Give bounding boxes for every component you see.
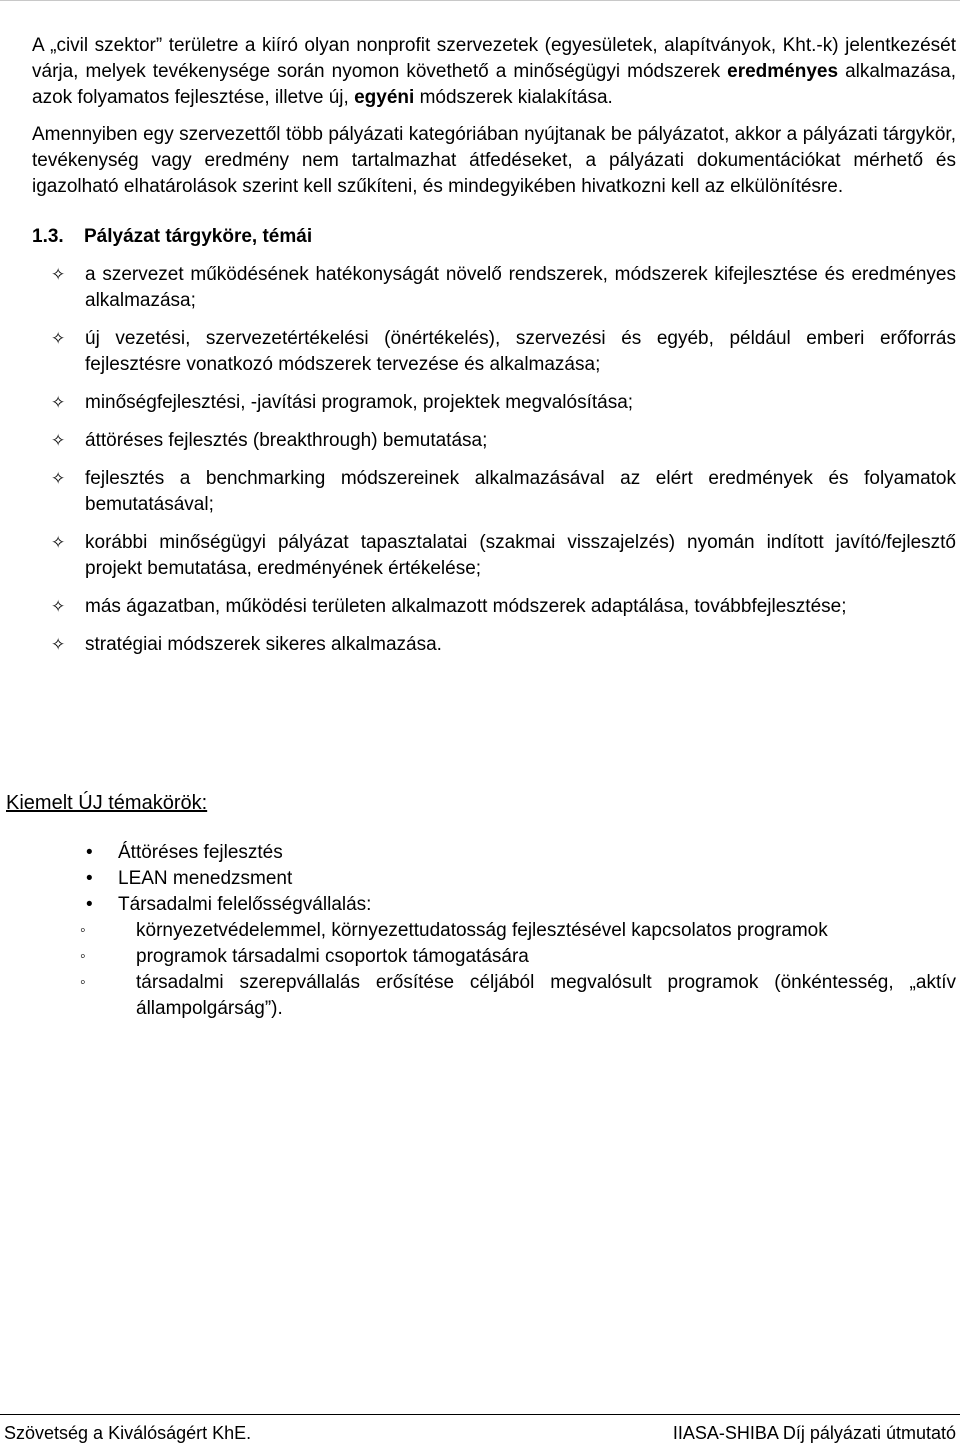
theme-item: [51, 262, 956, 314]
theme-text: stratégiai módszerek sikeres alkalmazása.: [85, 634, 442, 655]
theme-item: [51, 428, 956, 454]
theme-item: [51, 390, 956, 416]
hollow-circle-icon: ◦: [80, 922, 86, 939]
kiemelt-heading: Kiemelt ÚJ témakörök:: [6, 792, 208, 814]
intro-paragraph-2: Amennyiben egy szervezettől több pályázati kategóriában nyújtanak be pályázatot, akkor a pályázati tárgykör, tevékenység vagy eredmény nem tartalmazhat átfedéseket, a pályázati dokumentációkat mérhető és igazolható elhatárolások szerint kell szűkíteni, és mindegyikében hivatkozni kell az elkülönítésre.: [32, 124, 956, 197]
bullet-icon: •: [86, 868, 93, 889]
kiemelt-item-text: Társadalmi felelősségvállalás:: [118, 894, 372, 915]
section-heading: [32, 224, 956, 250]
intro-text-a: A „civil szektor” területre a kiíró olyan nonprofit szervezetek (egyesületek, alapítványok, Kht.-k) jelentkezését várja, melyek tevékenysége során nyomon követhető a minőségügyi módszerek: [32, 35, 956, 82]
document-body: [32, 33, 956, 670]
intro-text-c: módszerek kialakítása.: [414, 87, 613, 108]
diamond-star-icon: ✧: [51, 597, 66, 616]
kiemelt-subitem: [80, 918, 956, 944]
theme-item: [51, 466, 956, 518]
intro-bold-eredmenyes: eredményes: [727, 61, 839, 82]
section-title: Pályázat tárgyköre, témái: [84, 226, 313, 247]
kiemelt-item: [86, 892, 956, 918]
diamond-star-icon: ✧: [51, 533, 66, 552]
diamond-star-icon: ✧: [51, 393, 66, 412]
diamond-star-icon: ✧: [51, 329, 66, 348]
theme-text: új vezetési, szervezetértékelési (önértékelés), szervezési és egyéb, például emberi erőforrás fejlesztésre vonatkozó módszerek tervezése és alkalmazása;: [85, 328, 956, 375]
diamond-star-icon: ✧: [51, 265, 66, 284]
theme-item: [51, 530, 956, 582]
theme-text: áttöréses fejlesztés (breakthrough) bemutatása;: [85, 430, 488, 451]
bullet-icon: •: [86, 842, 93, 863]
theme-item: [51, 632, 956, 658]
footer-document-title: IIASA-SHIBA Díj pályázati útmutató: [672, 1423, 956, 1443]
theme-text: korábbi minőségügyi pályázat tapasztalatai (szakmai visszajelzés) nyomán indított javító/fejlesztő projekt bemutatása, eredményének értékelése;: [85, 532, 956, 579]
kiemelt-item-text: LEAN menedzsment: [118, 868, 293, 889]
kiemelt-list: [80, 840, 956, 1022]
section-number: 1.3.: [32, 226, 64, 247]
kiemelt-subitem-text: programok társadalmi csoportok támogatására: [136, 946, 529, 967]
kiemelt-subitem-text: környezetvédelemmel, környezettudatosság fejlesztésével kapcsolatos programok: [136, 920, 828, 941]
kiemelt-item: [86, 866, 956, 892]
footer-rule: [0, 1414, 960, 1415]
theme-text: a szervezet működésének hatékonyságát növelő rendszerek, módszerek kifejlesztése és eredményes alkalmazása;: [85, 264, 956, 311]
kiemelt-subitem: [80, 944, 956, 970]
bullet-icon: •: [86, 894, 93, 915]
page-top-rule: [0, 0, 960, 1]
kiemelt-item-text: Áttöréses fejlesztés: [118, 842, 283, 863]
footer-organization: Szövetség a Kiválóságért KhE.: [4, 1423, 252, 1443]
intro-paragraph-1: [32, 33, 956, 111]
theme-text: más ágazatban, működési területen alkalmazott módszerek adaptálása, továbbfejlesztése;: [85, 596, 847, 617]
hollow-circle-icon: ◦: [80, 974, 86, 991]
kiemelt-subitem: [80, 970, 956, 1022]
theme-list: [32, 262, 956, 658]
theme-text: fejlesztés a benchmarking módszereinek alkalmazásával az elért eredmények és folyamatok bemutatásával;: [85, 468, 956, 515]
theme-item: [51, 594, 956, 620]
intro-text-b: alkalmazása, azok folyamatos fejlesztése, illetve új,: [32, 61, 956, 108]
hollow-circle-icon: ◦: [80, 948, 86, 965]
theme-text: minőségfejlesztési, -javítási programok, projektek megvalósítása;: [85, 392, 634, 413]
theme-item: [51, 326, 956, 378]
diamond-star-icon: ✧: [51, 469, 66, 488]
kiemelt-item: [86, 840, 956, 866]
diamond-star-icon: ✧: [51, 635, 66, 654]
diamond-star-icon: ✧: [51, 431, 66, 450]
intro-bold-egyeni: egyéni: [354, 87, 415, 108]
kiemelt-subitem-text: társadalmi szerepvállalás erősítése céljából megvalósult programok (önkéntesség, „aktív állampolgárság”).: [136, 972, 956, 1019]
